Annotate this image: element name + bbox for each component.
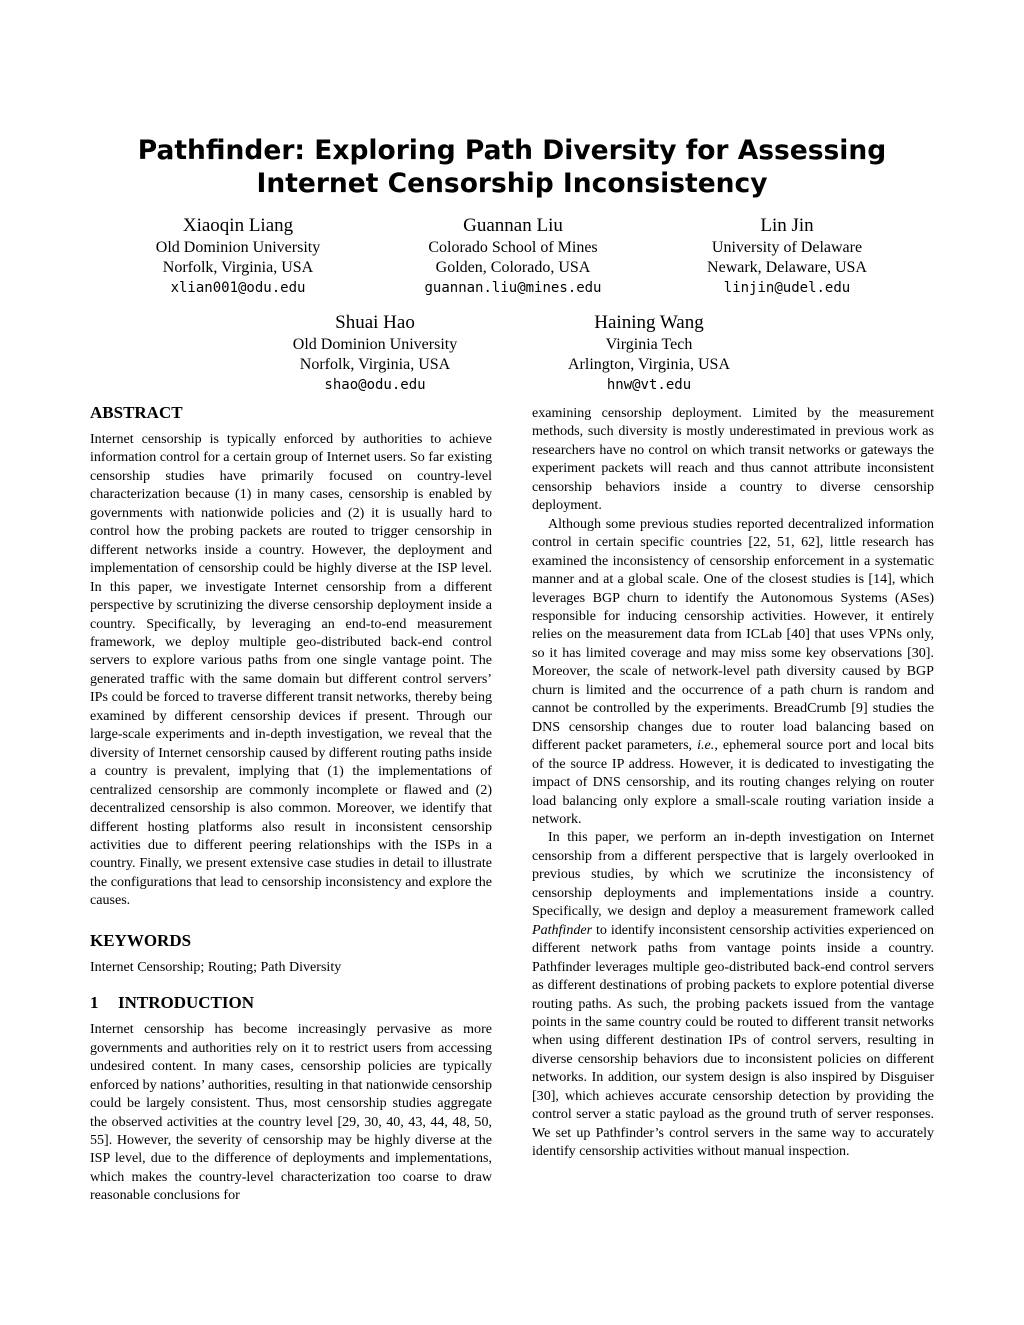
author-affiliation: Virginia Tech <box>605 336 693 353</box>
author-location: Norfolk, Virginia, USA <box>299 356 451 373</box>
keywords-text: Internet Censorship; Routing; Path Diversity <box>90 958 342 975</box>
paragraph-text: , ephemeral source port and local bits of the source IP address. However, it is dedicated to investigating the impact of DNS censorship, and its routing changes relying on router load balancing only explore a small-scale routing variation inside a network. <box>532 737 934 827</box>
author-affiliation: Old Dominion University <box>155 239 321 256</box>
section-number: 1 <box>90 993 99 1013</box>
author-affiliation: University of Delaware <box>711 239 863 256</box>
author-name: Shuai Hao <box>335 312 415 333</box>
author-email: guannan.liu@mines.edu <box>424 280 602 296</box>
keywords-heading: KEYWORDS <box>90 930 192 950</box>
author-block <box>363 214 663 298</box>
paragraph-text: to identify inconsistent censorship activities experienced on different network paths from vantage points inside a country. Pathfinder leverages multiple geo-distributed back-end control servers as different destinations of probing packets to explore potential diverse routing paths. As such, the probing packets issued from the vantage points in the same country could be routed to different transit networks when using different destination IPs of control servers, resulting in diverse censorship behaviors due to inconsistent policies on different networks. In addition, our system design is also inspired by Disguiser [30], which achieves accurate censorship detection by providing the control server a static payload as the ground truth of server responses. We set up Pathfinder’s control servers in the same way to accurately identify censorship activities without manual inspection. <box>532 921 934 1160</box>
section-title: INTRODUCTION <box>118 993 255 1013</box>
intro-paragraph <box>532 515 934 829</box>
author-name: Lin Jin <box>760 215 814 236</box>
intro-paragraph: Internet censorship has become increasingly pervasive as more governments and authorities rely on it to restrict users from accessing undesired content. In many cases, censorship policies are typically enforced by nations’ authorities, resulting in that nationwide censorship could be largely consistent. Thus, most censorship studies aggregate the observed activities at the country level [29, 30, 40, 43, 44, 48, 50, 55]. However, the severity of censorship may be highly diverse at the ISP level, due to the difference of deployments and implementations, which makes the country-level characterization too coarse to draw reasonable conclusions for <box>90 1021 492 1204</box>
author-email: linjin@udel.edu <box>723 280 851 296</box>
author-email: xlian001@odu.edu <box>170 280 306 296</box>
introduction-heading <box>90 992 492 1014</box>
author-location: Golden, Colorado, USA <box>435 259 591 276</box>
author-name: Haining Wang <box>594 312 704 333</box>
author-location: Newark, Delaware, USA <box>707 259 867 276</box>
abstract-text: Internet censorship is typically enforced by authorities to achieve information control for a certain group of Internet users. So far existing censorship studies have primarily focused on country-level characterization because (1) in many cases, censorship is enabled by governments with nationwide policies and (2) it is usually hard to control how the probing packets are routed to trigger censorship in different networks inside a country. However, the deployment and implementation of censorship could be highly diverse at the ISP level. In this paper, we investigate Internet censorship from a different perspective by scrutinizing the diverse censorship deployment inside a country. Specifically, by leveraging an end-to-end measurement framework, we deploy multiple geo-distributed back-end control servers to explore various paths from one single vantage point. The generated traffic with the same domain but different control servers’ IPs could be forced to traverse different transit networks, thereby being examined by different censorship devices if present. Through our large-scale experiments and in-depth investigation, we reveal that the diversity of Internet censorship caused by different routing paths inside a country is prevalent, implying that (1) the implementations of centralized censorship are commonly incomplete or flawed and (2) decentralized censorship is also common. Moreover, we identify that different hosting platforms also result in inconsistent censorship activities due to different peering relationships with the ISPs in a country. Finally, we present extensive case studies in detail to illustrate the configurations that lead to censorship inconsistency and explore the causes. <box>90 431 492 909</box>
paragraph-text: Although some previous studies reported decentralized information control in certain specific countries [22, 51, 62], little research has examined the inconsistency of censorship enforcement in a systematic manner and at a global scale. One of the closest studies is [14], which leverages BGP churn to identify the Autonomous Systems (ASes) responsible for inducing censorship activities. However, it entirely relies on the measurement data from ICLab [40] that uses VPNs only, so it has limited coverage and may miss some key observations [30]. Moreover, the scale of network-level path diversity caused by BGP churn is limited and the occurrence of a path churn is random and cannot be controlled by the experiments. BreadCrumb [9] studies the DNS censorship changes due to router load balancing based on different packet parameters, <box>532 515 934 754</box>
author-affiliation: Old Dominion University <box>292 336 458 353</box>
author-name: Guannan Liu <box>463 215 563 236</box>
author-affiliation: Colorado School of Mines <box>428 239 598 256</box>
system-name: Pathfinder <box>532 921 593 938</box>
author-email: hnw@vt.edu <box>606 377 692 393</box>
left-column <box>90 402 492 1205</box>
intro-paragraph <box>532 828 934 1160</box>
author-block <box>499 311 799 395</box>
author-email: shao@odu.edu <box>324 377 426 393</box>
right-column <box>532 404 934 1161</box>
author-block <box>637 214 937 298</box>
author-block <box>225 311 525 395</box>
author-location: Norfolk, Virginia, USA <box>162 259 314 276</box>
intro-paragraph-continued: examining censorship deployment. Limited by the measurement methods, such diversity is mostly underestimated in previous work as researchers have no control on which transit networks or gateways the experiment packets will reach and thus cannot attribute inconsistent censorship behaviors inside a country to diverse censorship deployment. <box>532 405 934 514</box>
author-block <box>88 214 388 298</box>
abstract-heading: ABSTRACT <box>90 403 183 422</box>
emphasis-text: i.e. <box>697 737 715 754</box>
paper-title: Pathfinder: Exploring Path Diversity for Assessing Internet Censorship Inconsistency <box>137 135 887 199</box>
paragraph-text: In this paper, we perform an in-depth investigation on Internet censorship from a different perspective that is largely overlooked in previous studies, by which we scrutinize the inconsistency of censorship deployments and implementations inside a country. Specifically, we design and deploy a measurement framework called <box>532 829 934 920</box>
author-location: Arlington, Virginia, USA <box>567 356 730 373</box>
author-name: Xiaoqin Liang <box>182 215 294 236</box>
